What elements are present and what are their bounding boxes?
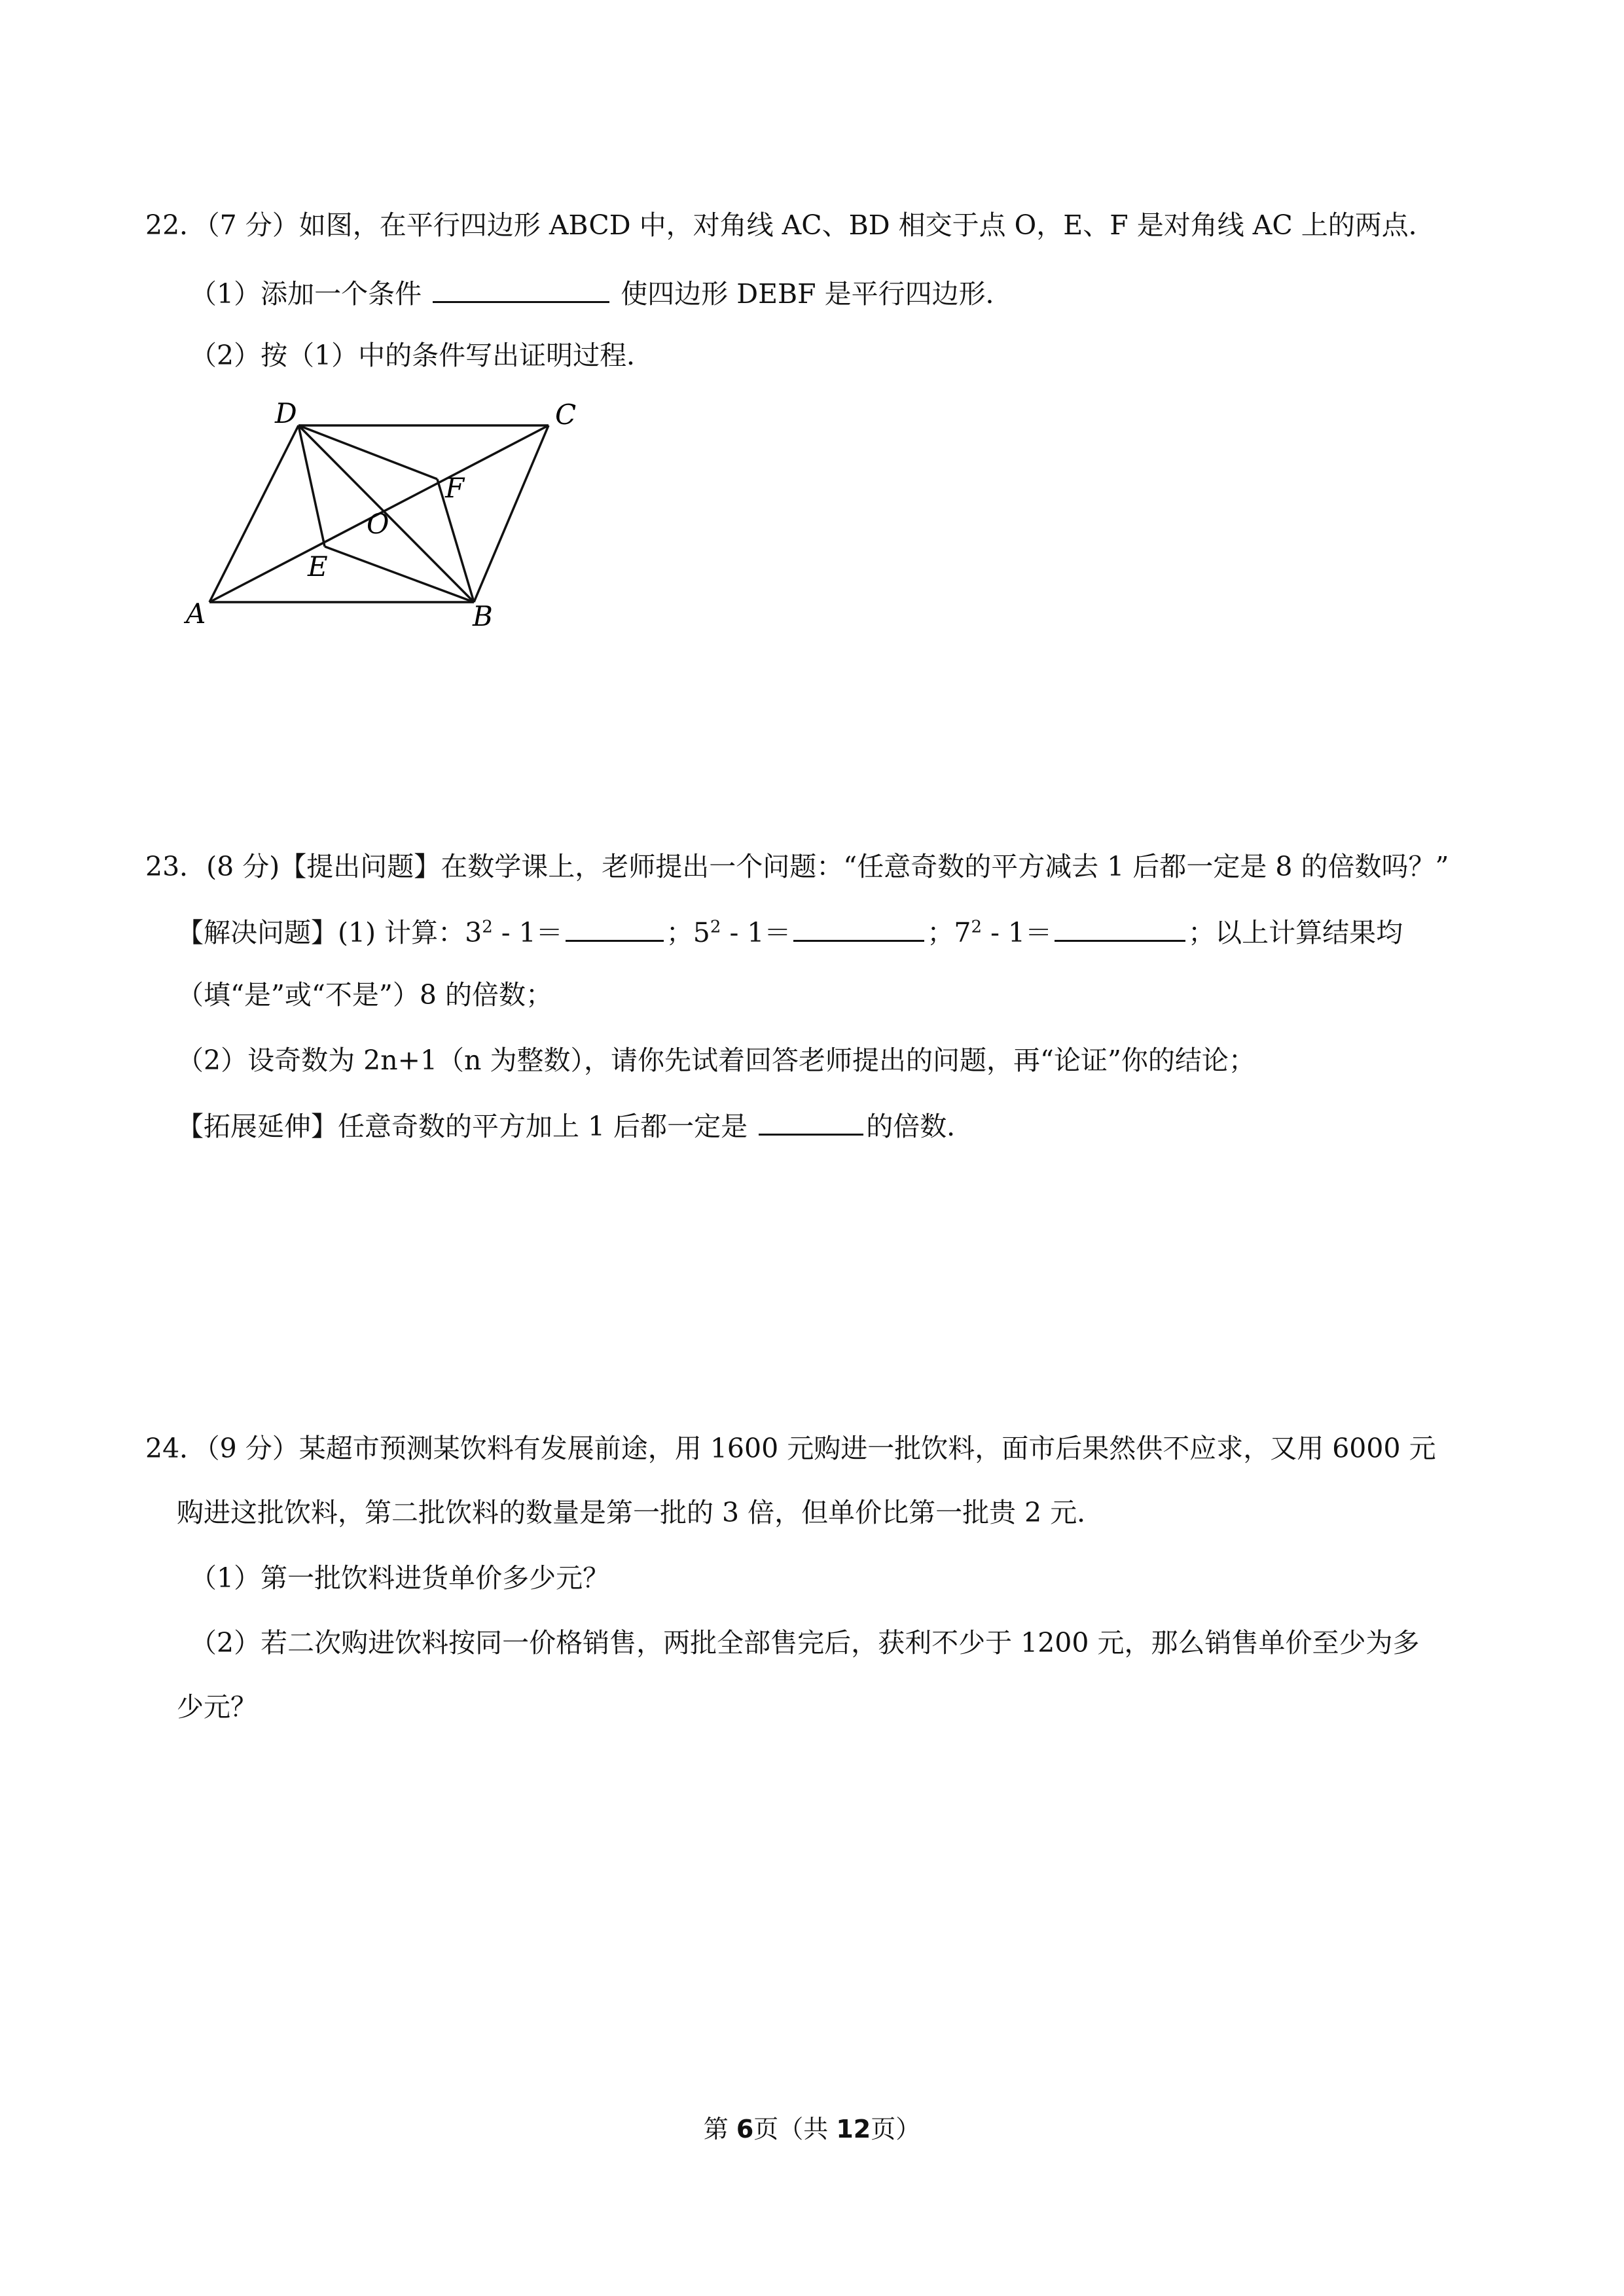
- q23-extension-pre: 【拓展延伸】任意奇数的平方加上 1 后都一定是: [177, 1111, 748, 1142]
- q24-line5: 少元？: [177, 1691, 257, 1723]
- q22-part2: （2）按（1）中的条件写出证明过程．: [190, 340, 654, 371]
- q24-line1: 24．（9 分）某超市预测某饮料有发展前途，用 1600 元购进一批饮料，面市后果然供不应求，又用 6000 元: [145, 1433, 1436, 1464]
- page-footer: [0, 2113, 1624, 2145]
- q24-line4: （2）若二次购进饮料按同一价格销售，两批全部售完后，获利不少于 1200 元，那么销售单价至少为多: [190, 1627, 1420, 1659]
- q23-extension: [177, 1107, 973, 1143]
- label-B: B: [473, 600, 493, 632]
- q23-calc-c: ；5: [666, 917, 710, 948]
- q24-line3: （1）第一批饮料进货单价多少元？: [190, 1562, 610, 1594]
- exponent-3: 2: [971, 917, 983, 937]
- answer-blank-2[interactable]: [793, 914, 924, 942]
- page-number: 6: [736, 2115, 754, 2144]
- q23-calc-d: - 1＝: [721, 917, 791, 948]
- q23-stem: 23．(8 分)【提出问题】在数学课上，老师提出一个问题：“任意奇数的平方减去 1 后都一定是 8 的倍数吗？”: [145, 851, 1449, 882]
- q24-line2: 购进这批饮料，第二批饮料的数量是第一批的 3 倍，但单价比第一批贵 2 元．: [177, 1497, 1104, 1528]
- q22-part1-post: 使四边形 DEBF 是平行四边形．: [621, 278, 1013, 310]
- q23-calc-f: - 1＝: [982, 917, 1053, 948]
- exponent-1: 2: [482, 917, 493, 937]
- q23-line4: （2）设奇数为 2n+1（n 为整数），请你先试着回答老师提出的问题，再“论证”你的结论；: [177, 1045, 1255, 1076]
- q22-stem: 22．（7 分）如图，在平行四边形 ABCD 中，对角线 AC、BD 相交于点 O，E、F 是对角线 AC 上的两点．: [145, 209, 1435, 241]
- footer-mid: 页（共: [753, 2115, 837, 2144]
- q23-calc-a: 【解决问题】(1) 计算：3: [177, 917, 482, 948]
- footer-pre: 第: [703, 2115, 736, 2144]
- label-F: F: [445, 472, 465, 504]
- page-total: 12: [836, 2115, 871, 2144]
- exponent-2: 2: [710, 917, 721, 937]
- answer-blank-1[interactable]: [566, 914, 664, 942]
- footer-post: 页）: [871, 2115, 921, 2144]
- answer-blank-4[interactable]: [759, 1107, 863, 1136]
- q23-calc-b: - 1＝: [492, 917, 563, 948]
- q22-parallelogram-figure: [177, 393, 635, 641]
- q23-calc-e: ；7: [927, 917, 971, 948]
- label-A: A: [186, 598, 206, 630]
- q22-part1-pre: （1）添加一个条件: [190, 278, 422, 310]
- answer-blank-3[interactable]: [1055, 914, 1185, 942]
- q23-calc-g: ；以上计算结果均: [1188, 917, 1403, 948]
- label-C: C: [555, 399, 577, 431]
- label-O: O: [367, 508, 389, 540]
- label-D: D: [275, 397, 297, 429]
- q22-answer-blank[interactable]: [433, 275, 609, 303]
- q22-part1: [190, 275, 1013, 311]
- q23-line3: （填“是”或“不是”）8 的倍数；: [177, 979, 552, 1011]
- q23-extension-post: 的倍数．: [866, 1111, 974, 1142]
- q23-calc-line: [177, 914, 1403, 950]
- label-E: E: [308, 550, 328, 583]
